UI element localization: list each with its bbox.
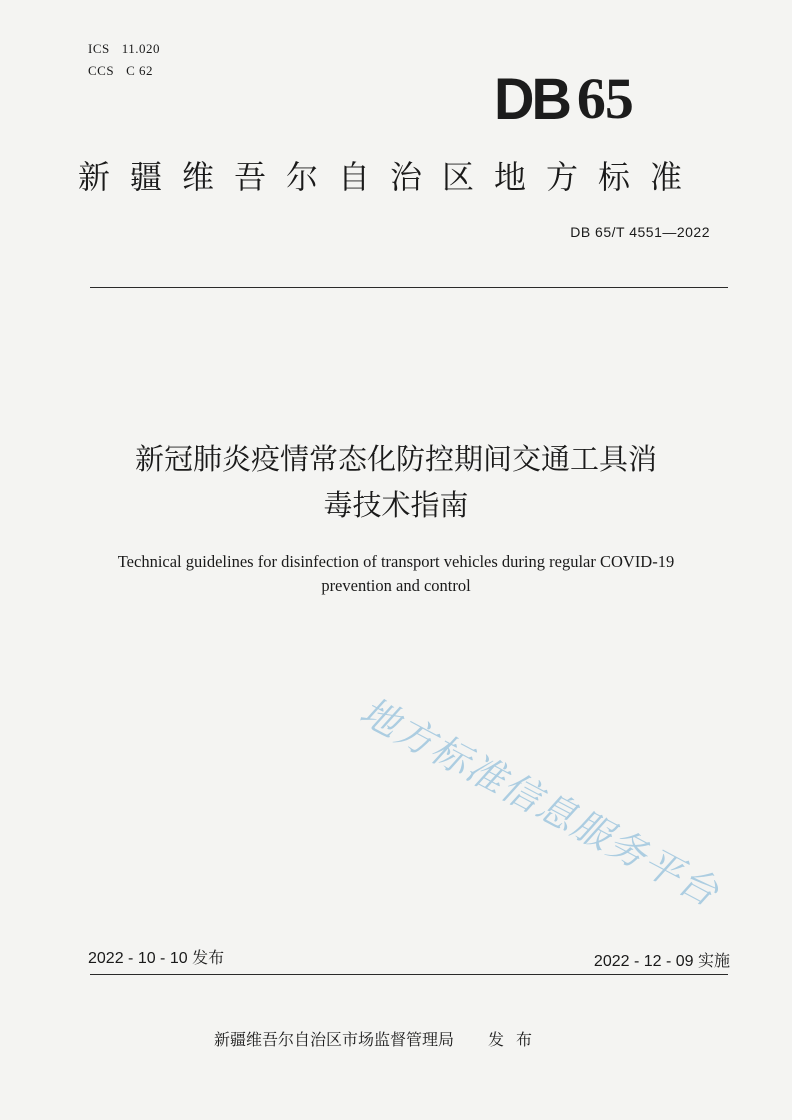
standard-number: DB 65/T 4551—2022 [570, 224, 710, 240]
chinese-title-line-2: 毒技术指南 [323, 488, 469, 522]
org-standard-title: 新疆维吾尔自治区地方标准 [78, 158, 703, 196]
english-title-line-1: Technical guidelines for disinfection of transport vehicles during regular COVID-19 [117, 552, 675, 571]
ics-value: 11.020 [121, 41, 161, 56]
publisher-name: 新疆维吾尔自治区市场监督管理局 [214, 1030, 455, 1049]
top-divider [90, 287, 728, 288]
english-title [0, 550, 792, 598]
db-logo [494, 64, 633, 134]
english-title-line-2: prevention and control [321, 576, 471, 595]
publisher-line [214, 1028, 544, 1052]
chinese-title-line-1: 新冠肺炎疫情常态化防控期间交通工具消 [134, 442, 657, 476]
db-logo-number: 65 [576, 66, 633, 131]
ccs-code [88, 60, 160, 82]
ics-label: ICS [88, 41, 110, 56]
platform-watermark: 地方标准信息服务平台 [352, 688, 727, 916]
implementation-date: 2022 - 12 - 09 实施 [593, 953, 730, 970]
ccs-label: CCS [88, 63, 115, 78]
db-logo-letters: DB [494, 65, 569, 132]
classification-codes [88, 38, 160, 82]
bottom-divider [90, 974, 728, 975]
ccs-value: C 62 [126, 63, 153, 78]
publisher-action: 发布 [488, 1030, 545, 1049]
chinese-title [0, 436, 792, 528]
ics-code [88, 38, 160, 60]
issue-date: 2022 - 10 - 10 发布 [88, 950, 225, 967]
